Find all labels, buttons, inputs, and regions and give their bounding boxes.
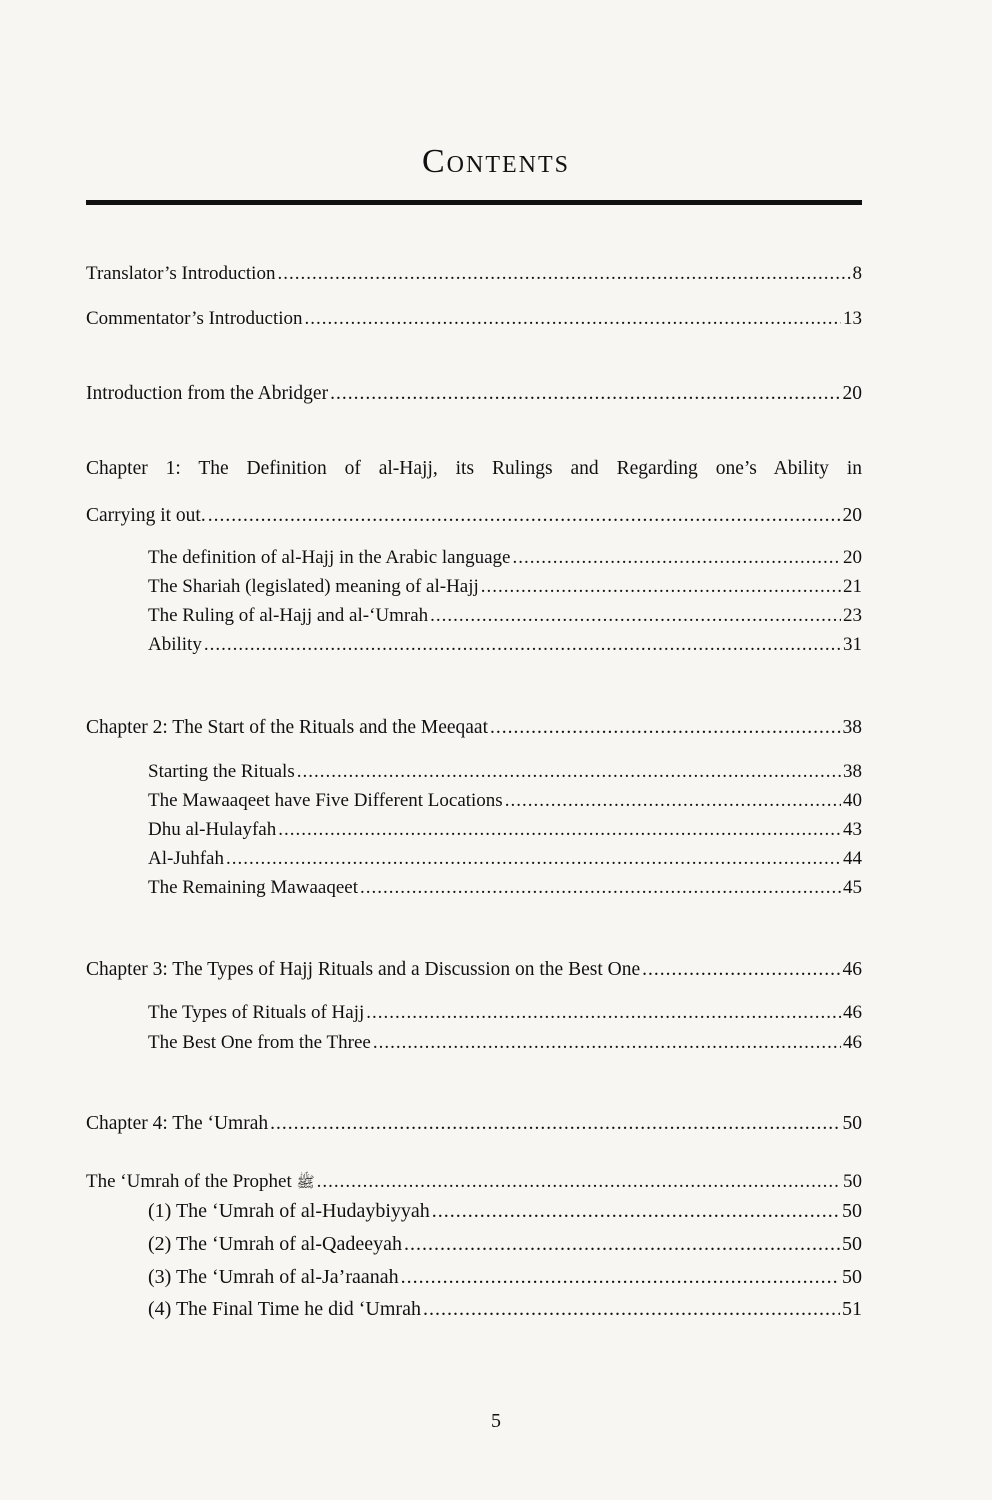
dot-leader (401, 1264, 840, 1290)
toc-entry-ruling-hajj-umrah[interactable] (148, 603, 862, 629)
toc-entry-page: 46 (842, 959, 862, 980)
dot-leader (404, 1231, 840, 1257)
toc-entry-title: Dhu al-Hulayfah (148, 819, 277, 840)
toc-entry-title: The Shariah (legislated) meaning of al-Hajj (148, 576, 479, 597)
toc-entry-umrah-jaraanah[interactable] (148, 1264, 862, 1290)
toc-entry-title: Commentator’s Introduction (86, 308, 303, 329)
toc-entry-title: Chapter 2: The Start of the Rituals and the Meeqaat (86, 717, 488, 738)
toc-entry-umrah-of-prophet[interactable] (86, 1169, 862, 1195)
toc-entry-page: 31 (843, 634, 862, 655)
dot-leader (204, 632, 841, 658)
toc-entry-translators-introduction[interactable] (86, 261, 862, 287)
dot-leader (305, 306, 841, 332)
dot-leader (642, 957, 840, 983)
toc-entry-final-umrah[interactable] (148, 1296, 862, 1322)
toc-entry-title: (4) The Final Time he did ‘Umrah (148, 1298, 421, 1320)
toc-entry-title-text: The ‘Umrah of the Prophet (86, 1171, 292, 1192)
toc-entry-title (86, 1169, 315, 1195)
toc-entry-page: 20 (842, 505, 862, 526)
dot-leader (366, 1000, 841, 1026)
toc-entry-title: Chapter 4: The ‘Umrah (86, 1113, 269, 1134)
dot-leader (226, 846, 841, 872)
dot-leader (278, 817, 841, 843)
toc-entry-title: The Types of Rituals of Hajj (148, 1002, 365, 1023)
toc-entry-page: 51 (842, 1298, 862, 1320)
toc-entry-al-juhfah[interactable] (148, 846, 862, 872)
toc-entry-page: 46 (843, 1032, 862, 1053)
toc-entry-page: 50 (842, 1200, 862, 1222)
toc-entry-definition-arabic[interactable] (148, 545, 862, 571)
dot-leader (330, 381, 840, 407)
toc-entry-title: The Mawaaqeet have Five Different Locations (148, 790, 503, 811)
dot-leader (297, 759, 841, 785)
toc-entry-page: 20 (842, 383, 862, 404)
toc-entry-title: Introduction from the Abridger (86, 383, 329, 404)
toc-entry-title: (1) The ‘Umrah of al-Hudaybiyyah (148, 1200, 430, 1222)
toc-entry-title: Carrying it out. (86, 505, 206, 526)
dot-leader (505, 788, 841, 814)
toc-entry-title: The Ruling of al-Hajj and al-‘Umrah (148, 605, 429, 626)
toc-entry-page: 50 (842, 1113, 862, 1134)
toc-entry-title: The Best One from the Three (148, 1032, 371, 1053)
toc-entry-title: Chapter 3: The Types of Hajj Rituals and a Discussion on the Best One (86, 959, 641, 980)
toc-entry-page: 43 (843, 819, 862, 840)
toc-entry-chapter-1-line-1[interactable]: Chapter 1: The Definition of al-Hajj, its Rulings and Regarding one’s Ability in (86, 458, 862, 479)
toc-entry-chapter-1[interactable] (86, 503, 862, 529)
dot-leader (430, 603, 841, 629)
toc-entry-umrah-qadeeyah[interactable] (148, 1231, 862, 1257)
dot-leader (481, 574, 841, 600)
toc-entry-introduction-abridger[interactable] (86, 381, 862, 407)
toc-entry-commentators-introduction[interactable] (86, 306, 862, 332)
toc-entry-title: Starting the Rituals (148, 761, 295, 782)
dot-leader (360, 875, 841, 901)
honorific-glyph: ﷺ (296, 1173, 315, 1191)
toc-entry-title: Ability (148, 634, 202, 655)
toc-entry-title: The Remaining Mawaaqeet (148, 877, 358, 898)
dot-leader (512, 545, 841, 571)
dot-leader (317, 1169, 841, 1195)
toc-entry-title: Translator’s Introduction (86, 263, 276, 284)
toc-entry-page: 20 (843, 547, 862, 568)
dot-leader (270, 1111, 840, 1137)
toc-entry-chapter-4[interactable] (86, 1111, 862, 1137)
toc-entry-page: 44 (843, 848, 862, 869)
toc-entry-starting-rituals[interactable] (148, 759, 862, 785)
toc-entry-page: 21 (843, 576, 862, 597)
page-number: 5 (491, 1410, 501, 1432)
toc-entry-best-one[interactable] (148, 1030, 862, 1056)
toc-entry-umrah-hudaybiyyah[interactable] (148, 1198, 862, 1224)
toc-entry-dhu-al-hulayfah[interactable] (148, 817, 862, 843)
toc-entry-page: 50 (842, 1233, 862, 1255)
toc-entry-title: (2) The ‘Umrah of al-Qadeeyah (148, 1233, 402, 1255)
dot-leader (423, 1296, 840, 1322)
toc-entry-chapter-2[interactable] (86, 715, 862, 741)
toc-entry-page: 46 (843, 1002, 862, 1023)
toc-entry-page: 40 (843, 790, 862, 811)
toc-entry-page: 13 (843, 308, 862, 329)
toc-entry-page: 50 (842, 1266, 862, 1288)
dot-leader (208, 503, 841, 529)
dot-leader (373, 1030, 841, 1056)
toc-entry-types-rituals-hajj[interactable] (148, 1000, 862, 1026)
toc-entry-page: 45 (843, 877, 862, 898)
dot-leader (277, 261, 850, 287)
toc-entry-mawaaqeet-five[interactable] (148, 788, 862, 814)
toc-entry-chapter-3[interactable] (86, 957, 862, 983)
dot-leader (432, 1198, 840, 1224)
page-title: Contents (421, 143, 570, 180)
dot-leader (490, 715, 841, 741)
toc-entry-page: 8 (852, 263, 862, 284)
toc-entry-page: 23 (843, 605, 862, 626)
toc-entry-remaining-mawaaqeet[interactable] (148, 875, 862, 901)
toc-entry-page: 50 (843, 1171, 862, 1192)
toc-entry-title: The definition of al-Hajj in the Arabic language (148, 547, 511, 568)
toc-entry-page: 38 (842, 717, 862, 738)
toc-entry-ability[interactable] (148, 632, 862, 658)
toc-entry-title: Al-Juhfah (148, 848, 224, 869)
toc-entry-page: 38 (843, 761, 862, 782)
toc-entry-title: (3) The ‘Umrah of al-Ja’raanah (148, 1266, 399, 1288)
toc-entry-shariah-meaning[interactable] (148, 574, 862, 600)
